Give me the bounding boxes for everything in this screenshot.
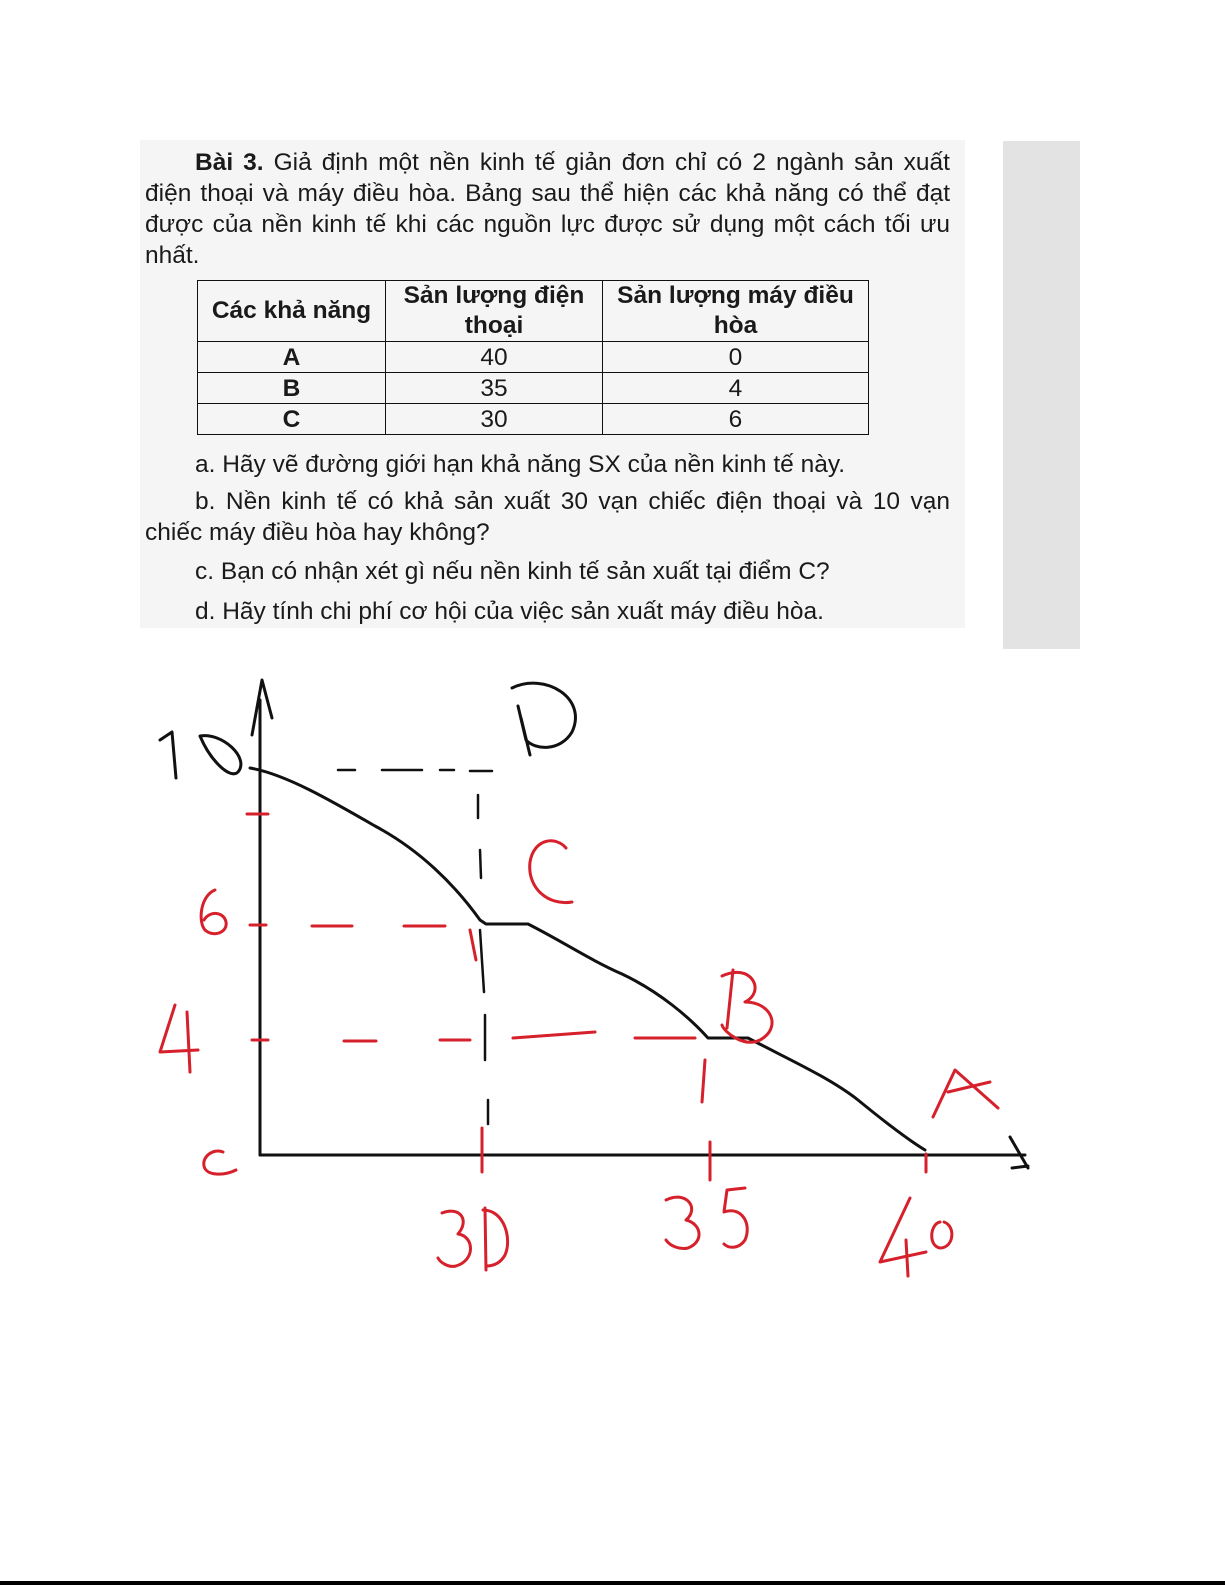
table-cell: 4: [603, 373, 869, 404]
table-cell: 6: [603, 404, 869, 435]
table-cell: C: [198, 404, 386, 435]
point-label-b: [722, 970, 772, 1042]
table-row: [198, 342, 869, 373]
problem-title: Bài 3.: [195, 149, 264, 176]
x-label-30: [438, 1208, 508, 1270]
y-axis: [252, 680, 272, 1155]
dashed-line-vertical-30: [478, 795, 488, 1124]
table-cell: A: [198, 342, 386, 373]
table-header: Sản lượng máy điều hòa: [603, 281, 869, 342]
side-panel: [1003, 141, 1080, 649]
question-d: d. Hãy tính chi phí cơ hội của việc sản xuất máy điều hòa.: [195, 598, 824, 625]
x-label-35: [666, 1188, 747, 1249]
point-label-d: [512, 683, 575, 755]
problem-intro-text: Giả định một nền kinh tế giản đơn chỉ có 2 ngành sản xuất điện thoại và máy điều hòa. Bảng sau thể hiện các khả năng có thể đạt được của nền kinh tế khi các nguồn lực được sử dụng một cách tối ưu nhất.: [145, 149, 950, 269]
table-row: [198, 404, 869, 435]
y-tick-marks: [247, 814, 268, 1040]
dashed-line-10: [338, 770, 492, 771]
point-label-a: [933, 1070, 998, 1117]
table-row: [198, 373, 869, 404]
problem-intro: [145, 147, 950, 271]
dashed-line-vertical-35: [702, 1060, 705, 1102]
question-b: b. Nền kinh tế có khả sản xuất 30 vạn chiếc điện thoại và 10 vạn chiếc máy điều hòa hay không?: [145, 488, 950, 546]
dashed-line-6: [312, 926, 476, 960]
y-label-6: [201, 890, 226, 934]
table-header-row: [198, 281, 869, 342]
ppf-curve: [250, 768, 925, 1150]
table-cell: 0: [603, 342, 869, 373]
table-header: Các khả năng: [198, 281, 386, 342]
dashed-line-4: [344, 1032, 695, 1041]
x-label-40: [880, 1198, 952, 1276]
production-table: [197, 280, 869, 435]
point-label-c: [530, 841, 572, 903]
table-header: Sản lượng điện thoại: [386, 281, 603, 342]
table-cell: 40: [386, 342, 603, 373]
y-label-10: [160, 732, 241, 778]
question-c: c. Bạn có nhận xét gì nếu nền kinh tế sản xuất tại điểm C?: [195, 558, 830, 585]
table-cell: 35: [386, 373, 603, 404]
ppf-sketch: [0, 640, 1225, 1300]
question-a: a. Hãy vẽ đường giới hạn khả năng SX của nền kinh tế này.: [195, 451, 846, 478]
y-label-0: [204, 1151, 236, 1174]
table-cell: B: [198, 373, 386, 404]
table-cell: 30: [386, 404, 603, 435]
y-label-4: [160, 1005, 198, 1072]
page-bottom-rule: [0, 1581, 1225, 1585]
